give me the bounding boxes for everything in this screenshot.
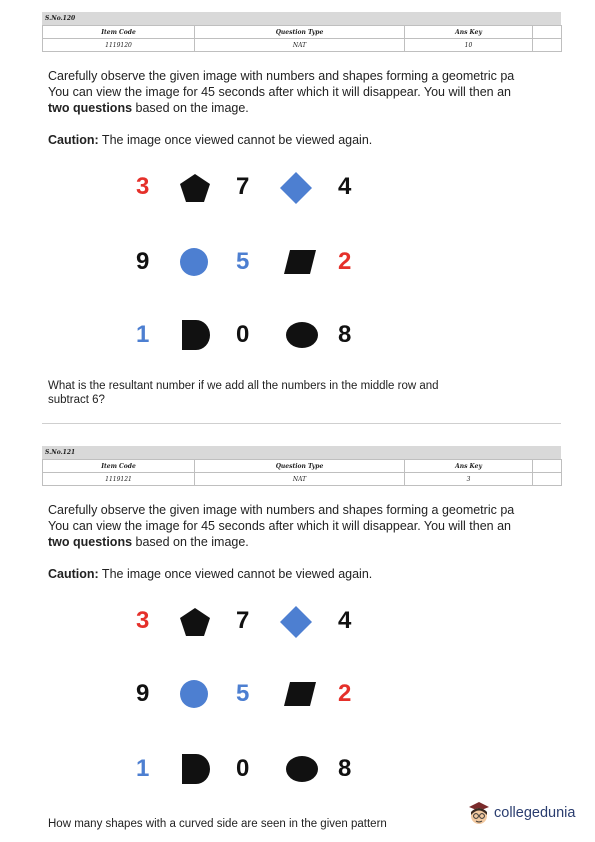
- ellipse-icon: [286, 756, 318, 782]
- item-code-value: 1119121: [43, 473, 195, 486]
- instruction-line: Carefully observe the given image with numbers and shapes forming a geometric pa: [48, 69, 515, 83]
- grid-number: 8: [338, 755, 352, 782]
- grid-number: 3: [136, 607, 150, 634]
- instruction-line: You can view the image for 45 seconds after which it will disappear. You will then an: [48, 519, 512, 533]
- caution-label: Caution:: [48, 567, 99, 581]
- grid-number: 7: [236, 173, 250, 200]
- meta-table: [42, 25, 562, 52]
- graduate-mascot-icon: [466, 800, 492, 828]
- caution-text: The image once viewed cannot be viewed again.: [98, 567, 373, 581]
- instructions: [48, 502, 561, 550]
- pentagon-icon: [180, 608, 210, 636]
- parallelogram-icon: [284, 682, 316, 706]
- instruction-bold: two questions: [48, 101, 133, 115]
- item-code-header: Item Code: [43, 26, 195, 39]
- grid-number: 2: [338, 248, 352, 275]
- empty-cell: [533, 473, 562, 486]
- empty-cell: [533, 39, 562, 52]
- item-code-value: 1119120: [43, 39, 195, 52]
- parallelogram-icon: [284, 250, 316, 274]
- caution-label: Caution:: [48, 133, 99, 147]
- grid-number: 9: [136, 680, 150, 707]
- instruction-line: [48, 534, 561, 550]
- semicircle-icon: [182, 320, 210, 350]
- serial-number: S.No.121: [42, 446, 561, 459]
- ans-key-header: Ans Key: [405, 460, 533, 473]
- grid-number: 0: [236, 755, 250, 782]
- grid-number: 0: [236, 321, 250, 348]
- diamond-icon: [280, 172, 312, 204]
- grid-number: 4: [338, 607, 352, 634]
- ans-key-header: Ans Key: [405, 26, 533, 39]
- question-type-header: Question Type: [195, 460, 405, 473]
- collegedunia-logo: [466, 800, 581, 828]
- caution-text: The image once viewed cannot be viewed again.: [98, 133, 373, 147]
- question-text: What is the resultant number if we add all the numbers in the middle row and subtract 6?: [48, 380, 439, 406]
- grid-number: 1: [136, 321, 150, 348]
- grid-number: 1: [136, 755, 150, 782]
- grid-number: 7: [236, 607, 250, 634]
- item-code-header: Item Code: [43, 460, 195, 473]
- logo-text: collegedunia: [494, 805, 576, 821]
- instruction-line: You can view the image for 45 seconds after which it will disappear. You will then an: [48, 85, 512, 99]
- ans-key-value: 10: [405, 39, 533, 52]
- question-type-header: Question Type: [195, 26, 405, 39]
- circle-icon: [180, 680, 208, 708]
- grid-number: 8: [338, 321, 352, 348]
- empty-cell: [533, 460, 562, 473]
- grid-number: 9: [136, 248, 150, 275]
- semicircle-icon: [182, 754, 210, 784]
- ans-key-value: 3: [405, 473, 533, 486]
- grid-number: 4: [338, 173, 352, 200]
- grid-number: 5: [236, 680, 250, 707]
- instruction-bold: two questions: [48, 535, 133, 549]
- instruction-line: [48, 100, 561, 116]
- divider: [42, 423, 561, 424]
- caution: [48, 567, 372, 581]
- grid-number: 3: [136, 173, 150, 200]
- caution: [48, 133, 372, 147]
- meta-table: [42, 459, 562, 486]
- circle-icon: [180, 248, 208, 276]
- ellipse-icon: [286, 322, 318, 348]
- grid-number: 5: [236, 248, 250, 275]
- question-type-value: NAT: [195, 473, 405, 486]
- grid-number: 2: [338, 680, 352, 707]
- serial-number: S.No.120: [42, 12, 561, 25]
- pentagon-icon: [180, 174, 210, 202]
- question-header-120: [42, 12, 561, 52]
- instruction-line: Carefully observe the given image with numbers and shapes forming a geometric pa: [48, 503, 515, 517]
- instruction-rest: based on the image.: [132, 101, 249, 115]
- question-text: How many shapes with a curved side are seen in the given pattern: [48, 818, 387, 830]
- instruction-rest: based on the image.: [132, 535, 249, 549]
- empty-cell: [533, 26, 562, 39]
- diamond-icon: [280, 606, 312, 638]
- instructions: [48, 68, 561, 116]
- question-header-121: [42, 446, 561, 486]
- question-type-value: NAT: [195, 39, 405, 52]
